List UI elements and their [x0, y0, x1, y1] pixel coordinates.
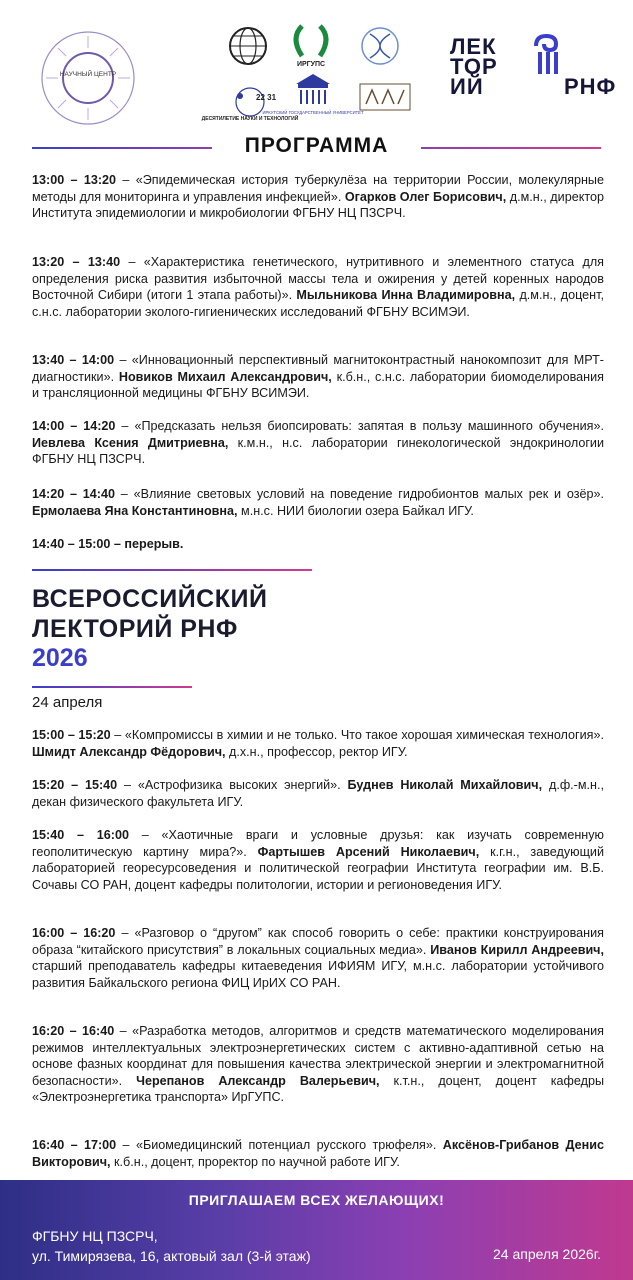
svg-text:22 31: 22 31: [256, 93, 277, 102]
irgups-logo-icon: [296, 26, 326, 68]
lectory-divider-top: [32, 569, 312, 571]
lectory-date: 24 апреля: [32, 694, 103, 711]
session-item: 16:20 – 16:40 – «Разработка методов, алгоритмов и средств математического моделирования режимов интеллектуальных электроэнергетических систем с активно-адаптивной сетью на основе фазных координат для повышения качества электрической энергии и электромагнитной безопасности». Черепанов Александр Валерьевич, к.т.н., доцент, доцент кафедры «Электроэнергетика транспорта» ИрГУПС.: [32, 1024, 605, 1105]
session-item: 15:00 – 15:20 – «Компромиссы в химии и не только. Что такое хорошая химическая технология». Шмидт Александр Фёдорович, д.х.н., профессор, ректор ИГУ.: [32, 728, 604, 759]
session-item: 13:00 – 13:20 – «Эпидемическая история туберкулёза на территории России, молекулярные методы для мониторинга и управления инфекцией». Огарков Олег Борисович, д.м.н., директор Института эпидемиологии и микробиологии ФГБНУ НЦ ПЗСРЧ.: [32, 173, 604, 221]
decade-logo-icon: [202, 88, 299, 122]
event-date: 24 апреля 2026г.: [492, 1246, 601, 1262]
globe-logo-icon: [230, 28, 266, 64]
soran-logo-icon: [360, 84, 410, 110]
session-item: 13:20 – 13:40 – «Характеристика генетического, нутритивного и элементного статуса для определения риска развития избыточной массы тела и ожирения у детей коренных народов Восточной Сибири (итоги 1 этапа работы)». Мыльникова Инна Владимировна, д.м.н., доцент, с.н.с. лаборатории эколого-гигиенических исследований ФГБНУ ВСИМЭИ.: [32, 255, 604, 319]
program-heading: [0, 124, 633, 160]
session-item: 14:20 – 14:40 – «Влияние световых условий на поведение гидробионтов малых рек и озёр». Ермолаева Яна Константиновна, м.н.с. НИИ биологии озера Байкал ИГУ.: [32, 487, 604, 518]
nc-logo-center-text: НАУЧНЫЙ ЦЕНТР: [59, 71, 117, 78]
session-item: 14:00 – 14:20 – «Предсказать нельзя биопсировать: запятая в пользу машинного обучения». Иевлева Ксения Дмитриевна, к.м.н., н.с. лаборатории гинекологической эндокринологии ФГБНУ НЦ ПЗСРЧ.: [32, 419, 604, 467]
footer-banner: [0, 1180, 633, 1280]
svg-text:ИРГУПС: ИРГУПС: [296, 61, 326, 68]
break-notice: 14:40 – 15:00 – перерыв.: [32, 537, 184, 551]
svg-text:ДЕСЯТИЛЕТИЕ НАУКИ И ТЕХНОЛОГИЙ: ДЕСЯТИЛЕТИЕ НАУКИ И ТЕХНОЛОГИЙ: [201, 116, 299, 122]
session-item: 15:20 – 15:40 – «Астрофизика высоких энергий». Буднев Николай Михайлович, д.ф.-м.н., декан физического факультета ИГУ.: [32, 778, 604, 809]
session-item: 16:00 – 16:20 – «Разговор о “другом” как способ говорить о себе: практики конструирования образа “китайского присутствия” в локальных социальных медиа». Иванов Кирилл Андреевич, старший преподаватель кафедры китаеведения ИФИЯМ ИГУ, м.н.с. лаборатории устойчивого развития Байкальского региона ФИЦ ИрИХ СО РАН.: [32, 926, 604, 990]
partner-logos: [201, 16, 420, 132]
column-spiral-icon: [532, 34, 568, 74]
isu-logo-icon: [262, 74, 364, 115]
svg-text:ИРКУТСКИЙ ГОСУДАРСТВЕННЫЙ УНИВ: ИРКУТСКИЙ ГОСУДАРСТВЕННЫЙ УНИВЕРСИТЕТ: [262, 110, 364, 115]
lectory-year: 2026: [32, 644, 88, 672]
session-item: 16:40 – 17:00 – «Биомедицинский потенциал русского трюфеля». Аксёнов-Грибанов Денис Викторович, к.б.н., доцент, проректор по научной работе ИГУ.: [32, 1138, 604, 1169]
lectory-divider-bottom: [32, 686, 192, 688]
dna-logo-icon: [362, 28, 398, 64]
venue-address: ФГБНУ НЦ ПЗСРЧ, ул. Тимирязева, 16, актовый зал (3-й этаж): [32, 1228, 311, 1264]
session-item: 15:40 – 16:00 – «Хаотичные враги и условные друзья: как изучать современную геополитическую картину мира?». Фартышев Арсений Николаевич, к.г.н., заведующий лабораторией георесурсоведения и политической географии Института географии им. В.Б. Сочавы СО РАН, доцент кафедры политологии, истории и регионоведения ИГУ.: [32, 828, 605, 892]
science-center-logo: [38, 28, 138, 128]
invite-text: ПРИГЛАШАЕМ ВСЕХ ЖЕЛАЮЩИХ!: [188, 1192, 445, 1208]
program-title: ПРОГРАММА: [244, 134, 389, 157]
lectory-title: ВСЕРОССИЙСКИЙ ЛЕКТОРИЙ РНФ: [32, 585, 268, 643]
session-item: 13:40 – 14:00 – «Инновационный перспективный магнитоконтрастный нанокомпозит для МРТ-диагностики». Новиков Михаил Александрович, к.б.н., с.н.с. лаборатории биомоделирования и трансляционной медицины ФГБНУ ВСИМЭИ.: [32, 353, 604, 401]
lectory-rnf-logo: ЛЕК ТОР ИЙ РНФ: [450, 34, 617, 99]
